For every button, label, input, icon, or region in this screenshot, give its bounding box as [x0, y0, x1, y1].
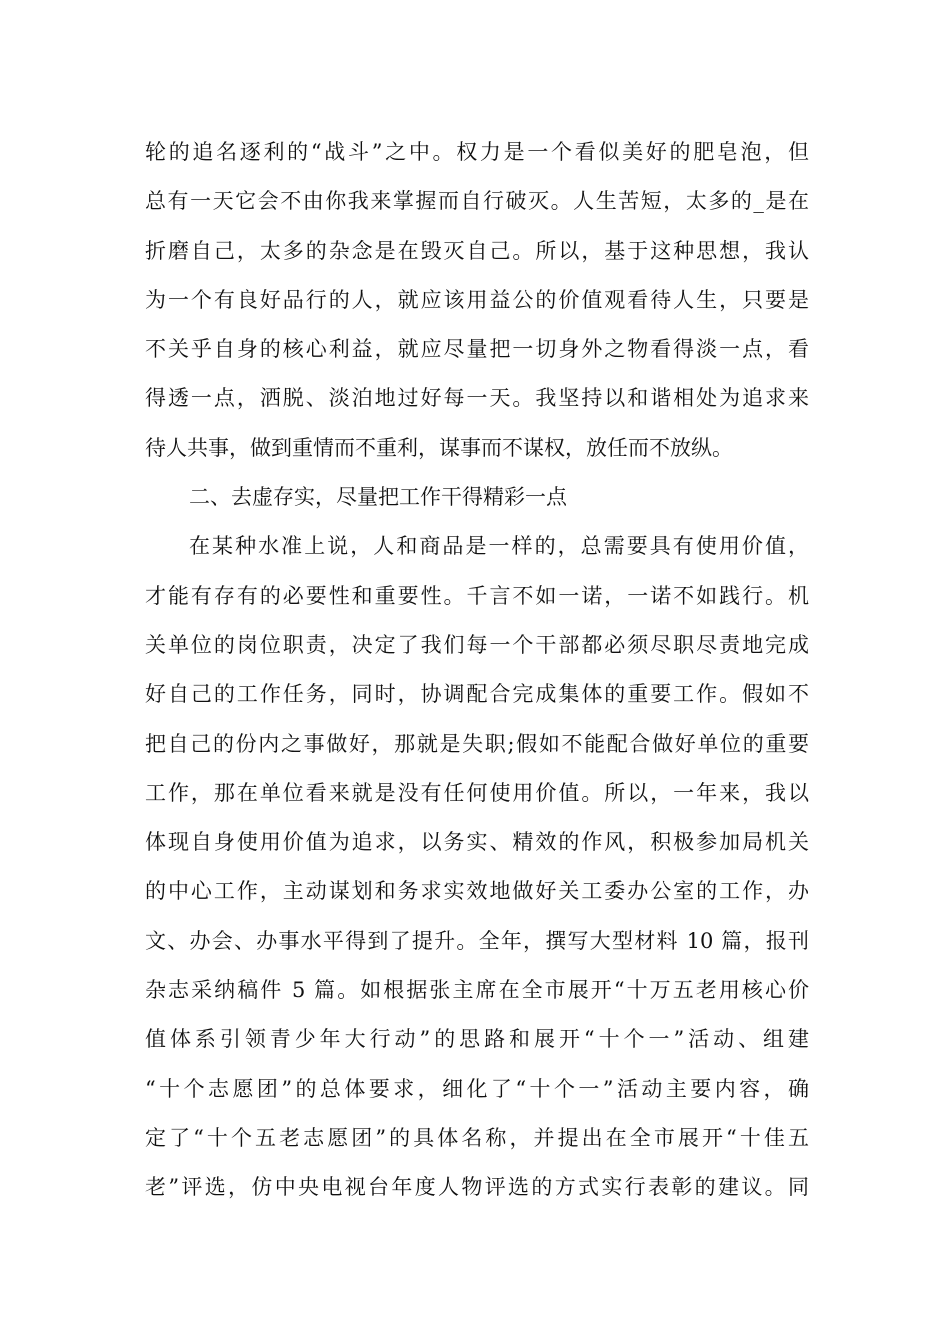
text-line: 总有一天它会不由你我来掌握而自行破灭。人生苦短，太多的_是在 [145, 189, 809, 214]
paragraph-1 [145, 128, 809, 473]
text-line: 体现自身使用价值为追求，以务实、精效的作风，积极参加局机关 [145, 830, 809, 855]
text-line: 为一个有良好品行的人，就应该用益公的价值观看待人生，只要是 [145, 287, 809, 312]
text-line: 工作，那在单位看来就是没有任何使用价值。所以，一年来，我以 [145, 780, 809, 805]
text-line: 得透一点，洒脱、淡泊地过好每一天。我坚持以和谐相处为追求来 [145, 386, 809, 411]
document-body [145, 128, 809, 1213]
text-line: 老”评选，仿中央电视台年度人物评选的方式实行表彰的建议。同 [145, 1175, 809, 1200]
text-line: 好自己的工作任务，同时，协调配合完成集体的重要工作。假如不 [145, 682, 809, 707]
text-line: 折磨自己，太多的杂念是在毁灭自己。所以，基于这种思想，我认 [145, 238, 809, 263]
text-line: 在某种水准上说，人和商品是一样的，总需要具有使用价值， [189, 534, 809, 559]
text-line: 关单位的岗位职责，决定了我们每一个干部都必须尽职尽责地完成 [145, 632, 809, 657]
section-heading: 二、去虚存实，尽量把工作干得精彩一点 [189, 485, 567, 510]
text-line: “十个志愿团”的总体要求，细化了“十个一”活动主要内容，确 [145, 1076, 809, 1101]
text-line: 把自己的份内之事做好，那就是失职;假如不能配合做好单位的重要 [145, 731, 809, 756]
text-line: 杂志采纳稿件 5 篇。如根据张主席在全市展开“十万五老用核心价 [145, 978, 809, 1003]
text-line: 值体系引领青少年大行动”的思路和展开“十个一”活动、组建 [145, 1027, 809, 1052]
text-line: 不关乎自身的核心利益，就应尽量把一切身外之物看得淡一点，看 [145, 337, 809, 362]
text-line: 的中心工作，主动谋划和务求实效地做好关工委办公室的工作，办 [145, 879, 809, 904]
paragraph-2 [145, 522, 809, 1212]
text-line: 文、办会、办事水平得到了提升。全年，撰写大型材料 10 篇，报刊 [145, 928, 809, 953]
text-line: 轮的追名逐利的“战斗”之中。权力是一个看似美好的肥皂泡，但 [145, 140, 809, 164]
text-line: 定了“十个五老志愿团”的具体名称，并提出在全市展开“十佳五 [145, 1125, 809, 1150]
text-line: 才能有存有的必要性和重要性。千言不如一诺，一诺不如践行。机 [145, 583, 809, 608]
text-line: 待人共事，做到重情而不重利，谋事而不谋权，放任而不放纵。 [145, 435, 733, 460]
